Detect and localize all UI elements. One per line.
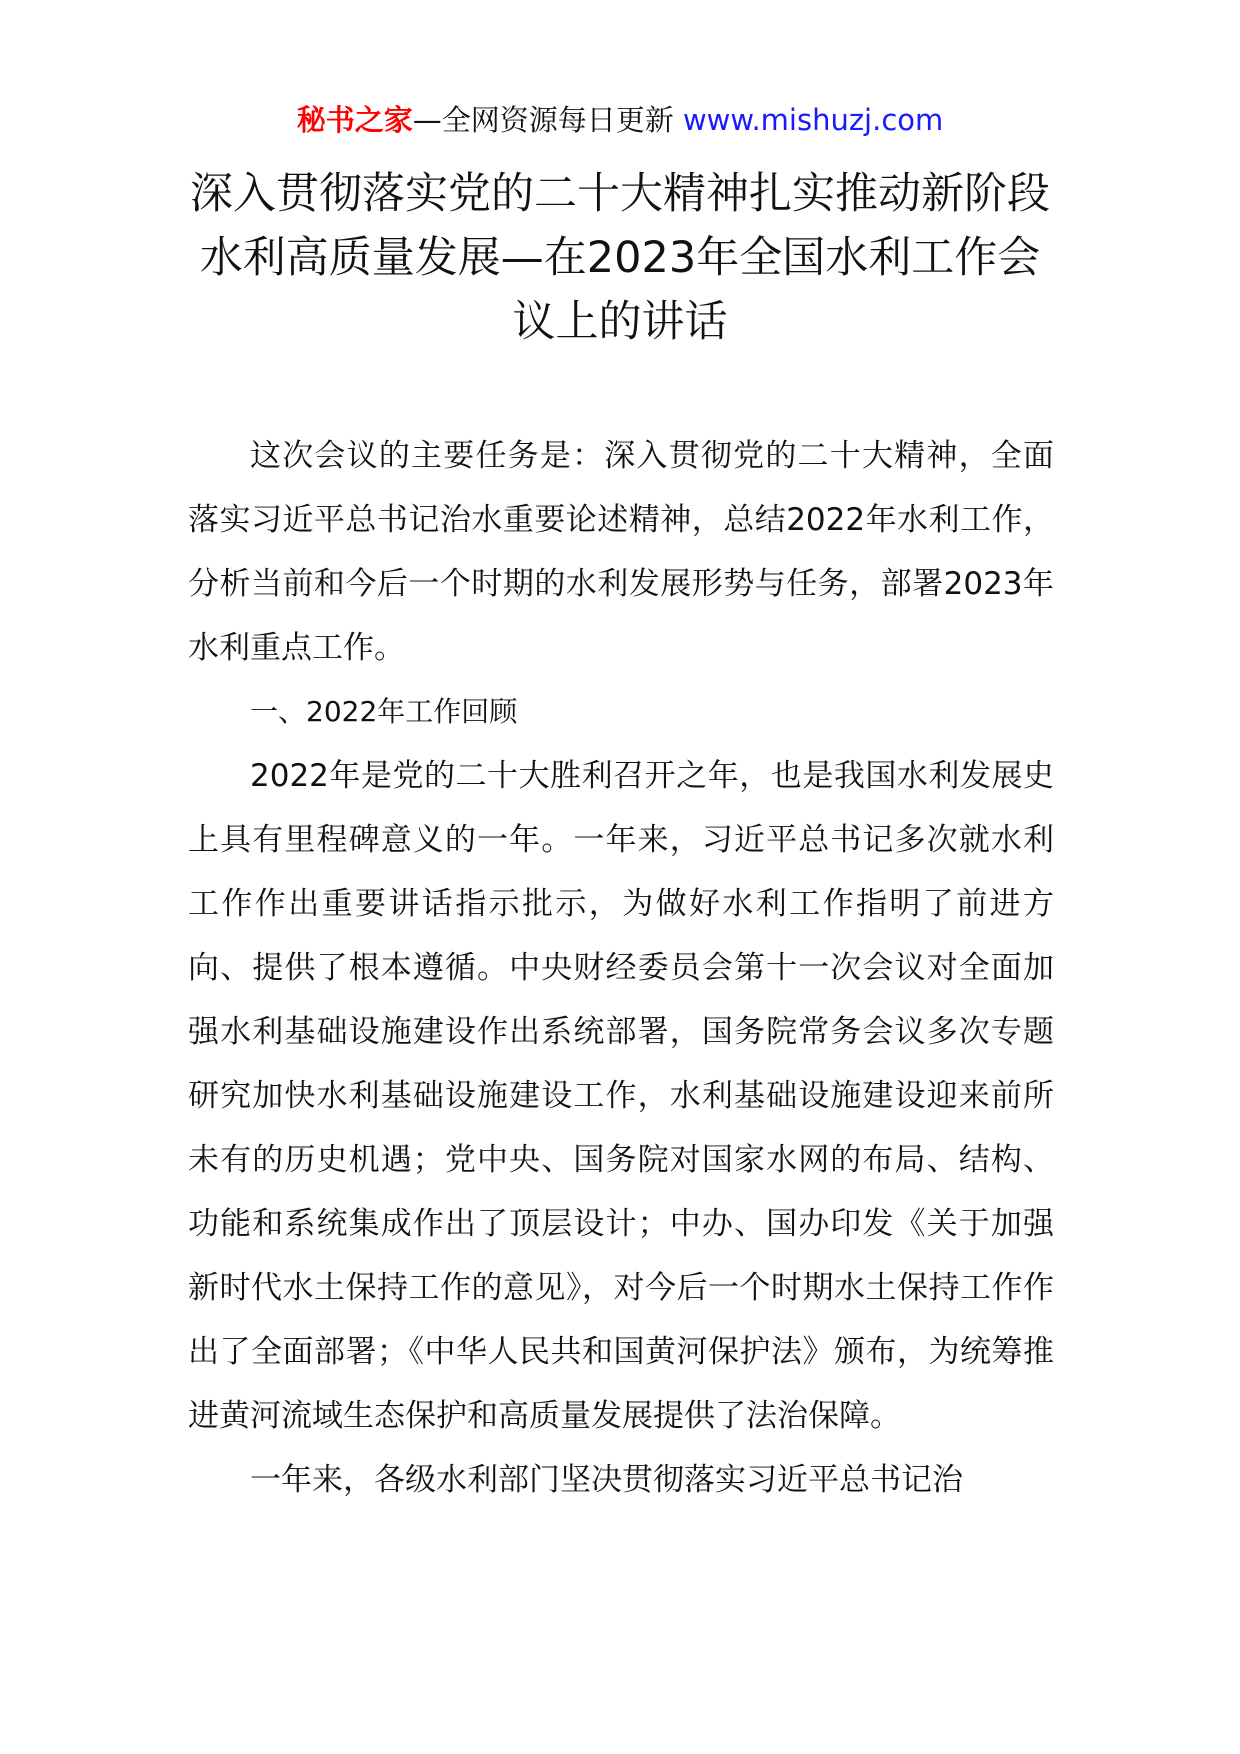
brand-name: 秘书之家 — [296, 103, 413, 137]
paragraph-intro: 这次会议的主要任务是：深入贯彻党的二十大精神，全面落实习近平总书记治水重要论述精神，总结2022年水利工作，分析当前和今后一个时期的水利发展形势与任务，部署2023年水利重点工作。 — [188, 438, 1054, 666]
document-title: 深入贯彻落实党的二十大精神扎实推动新阶段水利高质量发展—在2023年全国水利工作会议上的讲话 — [190, 169, 1050, 347]
document-body — [188, 424, 1054, 1512]
site-url-link[interactable]: www.mishuzj.com — [682, 103, 944, 137]
section-heading-review: 一、2022年工作回顾 — [250, 695, 518, 728]
site-header — [0, 100, 1240, 140]
paragraph-review: 2022年是党的二十大胜利召开之年，也是我国水利发展史上具有里程碑意义的一年。一年来，习近平总书记多次就水利工作作出重要讲话指示批示，为做好水利工作指明了前进方向、提供了根本遵循。中央财经委员会第十一次会议对全面加强水利基础设施建设作出系统部署，国务院常务会议多次专题研究加快水利基础设施建设工作，水利基础设施建设迎来前所未有的历史机遇；党中央、国务院对国家水网的布局、结构、功能和系统集成作出了顶层设计；中办、国办印发《关于加强新时代水土保持工作的意见》，对今后一个时期水土保持工作作出了全面部署；《中华人民共和国黄河保护法》颁布，为统筹推进黄河流域生态保护和高质量发展提供了法治保障。 — [188, 758, 1054, 1434]
header-tagline: —全网资源每日更新 — [412, 103, 674, 137]
paragraph-continuation: 一年来，各级水利部门坚决贯彻落实习近平总书记治 — [250, 1462, 963, 1498]
